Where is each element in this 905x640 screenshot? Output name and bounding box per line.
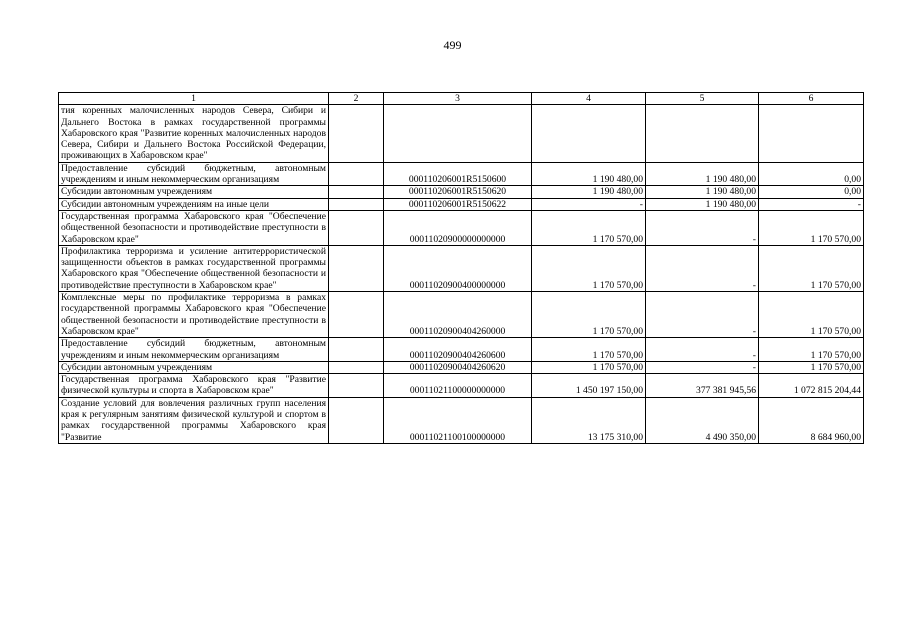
row-name: Создание условий для вовлечения различных групп населения края к регулярным занятиям физической культурой и спортом в рамках государственной программы Хабаровского края "Развитие (59, 397, 329, 443)
row-col4: 1 170 570,00 (532, 210, 646, 245)
table-row (59, 105, 864, 162)
table-row (59, 292, 864, 338)
row-col6: 8 684 960,00 (759, 397, 864, 443)
row-code: 000110206001R5150600 (384, 162, 532, 186)
row-col6: 1 170 570,00 (759, 245, 864, 291)
row-name: Государственная программа Хабаровского края "Развитие физической культуры и спорта в Хабаровском крае" (59, 374, 329, 398)
row-col4: 13 175 310,00 (532, 397, 646, 443)
row-col5: - (646, 361, 759, 373)
row-col4: 1 170 570,00 (532, 338, 646, 362)
table-row (59, 162, 864, 186)
row-col2 (329, 198, 384, 210)
row-col2 (329, 292, 384, 338)
row-col5: 377 381 945,56 (646, 374, 759, 398)
row-col5: - (646, 338, 759, 362)
table-row (59, 374, 864, 398)
row-col5 (646, 105, 759, 162)
row-col4: 1 190 480,00 (532, 162, 646, 186)
row-name: Предоставление субсидий бюджетным, автономным учреждениям и иным некоммерческим организациям (59, 162, 329, 186)
row-col6: 0,00 (759, 186, 864, 198)
header-col-2: 2 (329, 93, 384, 105)
row-col4: 1 450 197 150,00 (532, 374, 646, 398)
row-col2 (329, 361, 384, 373)
row-code: 00011020900400000000 (384, 245, 532, 291)
row-name: Комплексные меры по профилактике терроризма в рамках государственной программы Хабаровского края "Обеспечение общественной безопасности и противодействие преступности в Хабаровском крае" (59, 292, 329, 338)
row-col4: 1 170 570,00 (532, 361, 646, 373)
row-code: 000110206001R5150622 (384, 198, 532, 210)
header-col-6: 6 (759, 93, 864, 105)
table-row (59, 210, 864, 245)
row-code: 00011020900404260620 (384, 361, 532, 373)
table-row (59, 338, 864, 362)
row-name: Государственная программа Хабаровского края "Обеспечение общественной безопасности и противодействие преступности в Хабаровском крае" (59, 210, 329, 245)
row-name: Профилактика терроризма и усиление антитеррористической защищенности объектов в рамках государственной программы Хабаровского края "Обеспечение общественной безопасности и противодействие преступности в Хабаровском крае" (59, 245, 329, 291)
header-col-1: 1 (59, 93, 329, 105)
row-col5: - (646, 210, 759, 245)
row-col4: 1 170 570,00 (532, 245, 646, 291)
row-col5: 4 490 350,00 (646, 397, 759, 443)
row-col5: 1 190 480,00 (646, 162, 759, 186)
row-name: Субсидии автономным учреждениям (59, 361, 329, 373)
row-col2 (329, 162, 384, 186)
row-code: 00011020900404260000 (384, 292, 532, 338)
budget-table (58, 92, 864, 444)
row-col5: - (646, 292, 759, 338)
row-col6: 1 072 815 204,44 (759, 374, 864, 398)
row-col4: - (532, 198, 646, 210)
row-col6: 1 170 570,00 (759, 361, 864, 373)
row-col5: 1 190 480,00 (646, 198, 759, 210)
row-col2 (329, 186, 384, 198)
row-code: 00011021100000000000 (384, 374, 532, 398)
row-code (384, 105, 532, 162)
row-name: Субсидии автономным учреждениям (59, 186, 329, 198)
row-col2 (329, 397, 384, 443)
row-col6: 1 170 570,00 (759, 210, 864, 245)
row-col6: 0,00 (759, 162, 864, 186)
header-col-4: 4 (532, 93, 646, 105)
row-code: 00011021100100000000 (384, 397, 532, 443)
row-col4 (532, 105, 646, 162)
row-name: тия коренных малочисленных народов Севера, Сибири и Дальнего Востока в рамках государственной программы Хабаровского края "Развитие коренных малочисленных народов Севера, Сибири и Дальнего Востока Российской Федерации, проживающих в Хабаровском крае" (59, 105, 329, 162)
header-col-5: 5 (646, 93, 759, 105)
row-code: 00011020900000000000 (384, 210, 532, 245)
row-col2 (329, 374, 384, 398)
row-col6: - (759, 198, 864, 210)
table-row (59, 361, 864, 373)
row-code: 00011020900404260600 (384, 338, 532, 362)
row-col2 (329, 245, 384, 291)
row-col2 (329, 338, 384, 362)
row-code: 000110206001R5150620 (384, 186, 532, 198)
table-row (59, 245, 864, 291)
row-col6: 1 170 570,00 (759, 338, 864, 362)
row-col5: - (646, 245, 759, 291)
row-col5: 1 190 480,00 (646, 186, 759, 198)
table-row (59, 186, 864, 198)
table-row (59, 198, 864, 210)
row-col2 (329, 210, 384, 245)
row-name: Предоставление субсидий бюджетным, автономным учреждениям и иным некоммерческим организациям (59, 338, 329, 362)
row-col2 (329, 105, 384, 162)
row-col6: 1 170 570,00 (759, 292, 864, 338)
row-col6 (759, 105, 864, 162)
row-col4: 1 170 570,00 (532, 292, 646, 338)
page-number: 499 (443, 38, 462, 52)
header-col-3: 3 (384, 93, 532, 105)
table-row (59, 397, 864, 443)
table-header-row (59, 93, 864, 105)
row-name: Субсидии автономным учреждениям на иные цели (59, 198, 329, 210)
row-col4: 1 190 480,00 (532, 186, 646, 198)
